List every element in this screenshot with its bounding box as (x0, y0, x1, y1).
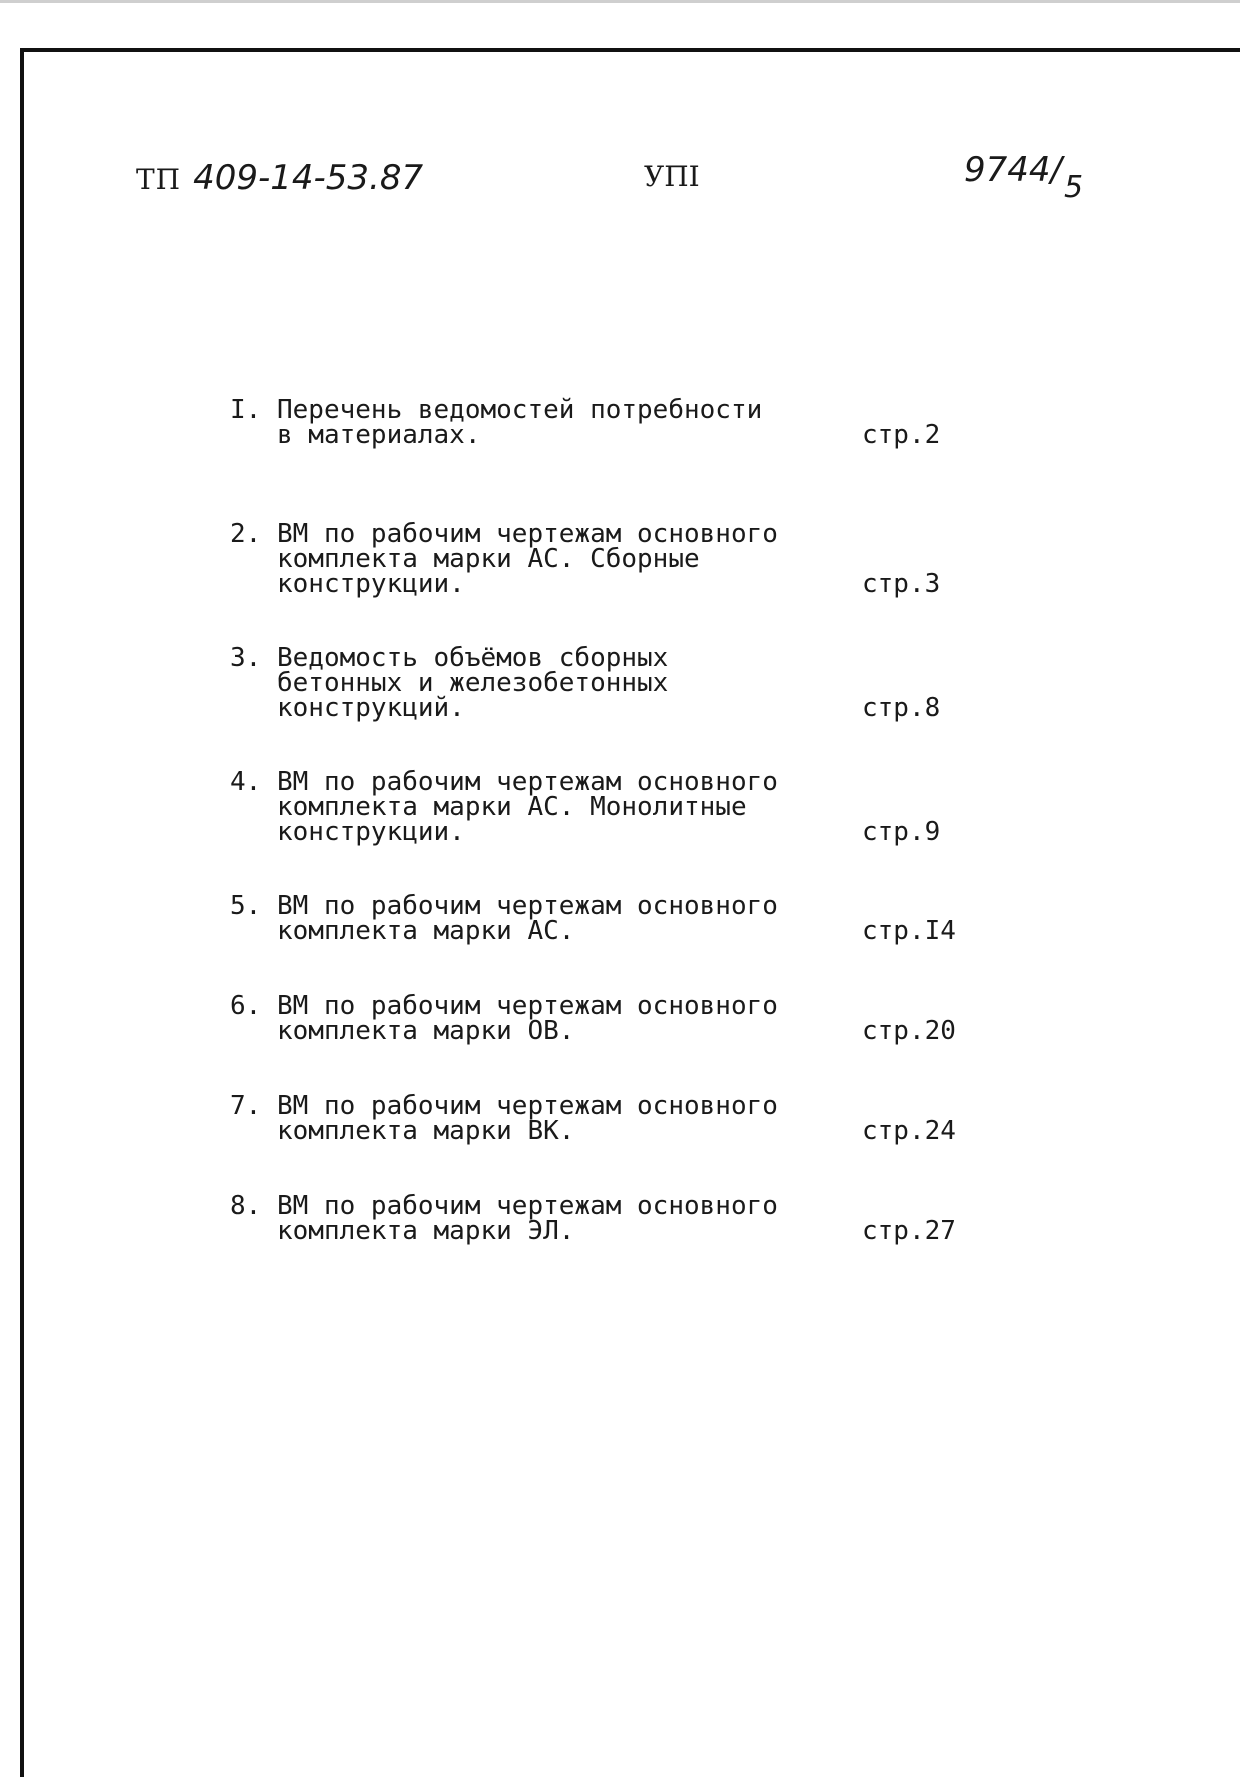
toc-item-title: ВМ по рабочим чертежам основного комплекта марки ВК. (277, 1091, 778, 1146)
toc-item-page: стр.20 (862, 1016, 956, 1046)
toc-item-page: стр.I4 (862, 916, 956, 946)
toc-item-page: стр.8 (862, 693, 941, 723)
toc-item-page: стр.3 (862, 569, 941, 599)
toc-item (0, 519, 1240, 646)
section-label: УПI (644, 160, 700, 193)
document-header (0, 150, 1240, 230)
toc-item (0, 1091, 1240, 1194)
inventory-main: 9744 (964, 150, 1051, 190)
toc-item-page: стр.9 (862, 817, 941, 847)
project-code-prefix: ТП (136, 163, 182, 196)
toc-item (0, 643, 1240, 770)
toc-item-title: ВМ по рабочим чертежам основного комплекта марки АС. (277, 891, 778, 946)
project-code (136, 158, 423, 198)
toc-item-number: 5. (230, 891, 262, 921)
toc-item (0, 891, 1240, 994)
toc-item-number: 7. (230, 1091, 262, 1121)
toc-item-title: Ведомость объёмов сборных бетонных и железобетонных конструкций. (277, 643, 669, 723)
inventory-number (964, 150, 1083, 205)
toc-item-number: 2. (230, 519, 262, 549)
toc-item-number: 3. (230, 643, 262, 673)
scan-top-edge (0, 0, 1240, 3)
toc-item-title: Перечень ведомостей потребности в материалах. (277, 395, 763, 450)
toc-item-title: ВМ по рабочим чертежам основного комплекта марки ОВ. (277, 991, 778, 1046)
toc-item-number: 8. (230, 1191, 262, 1221)
toc-item-title: ВМ по рабочим чертежам основного комплекта марки АС. Монолитные конструкции. (277, 767, 778, 847)
inventory-slash: / (1050, 150, 1062, 190)
toc-item-page: стр.24 (862, 1116, 956, 1146)
toc-item (0, 1191, 1240, 1294)
toc-item (0, 991, 1240, 1094)
project-code-number: 409-14-53.87 (193, 158, 424, 198)
toc-item-title: ВМ по рабочим чертежам основного комплекта марки ЭЛ. (277, 1191, 778, 1246)
toc-item (0, 395, 1240, 522)
toc-item-number: 4. (230, 767, 262, 797)
inventory-sub: 5 (1064, 170, 1084, 205)
toc-item-title: ВМ по рабочим чертежам основного комплекта марки АС. Сборные конструкции. (277, 519, 778, 599)
toc-item-page: стр.2 (862, 420, 941, 450)
table-of-contents (0, 395, 1240, 1294)
toc-item (0, 767, 1240, 894)
toc-item-page: стр.27 (862, 1216, 956, 1246)
toc-item-number: I. (230, 395, 262, 425)
toc-item-number: 6. (230, 991, 262, 1021)
